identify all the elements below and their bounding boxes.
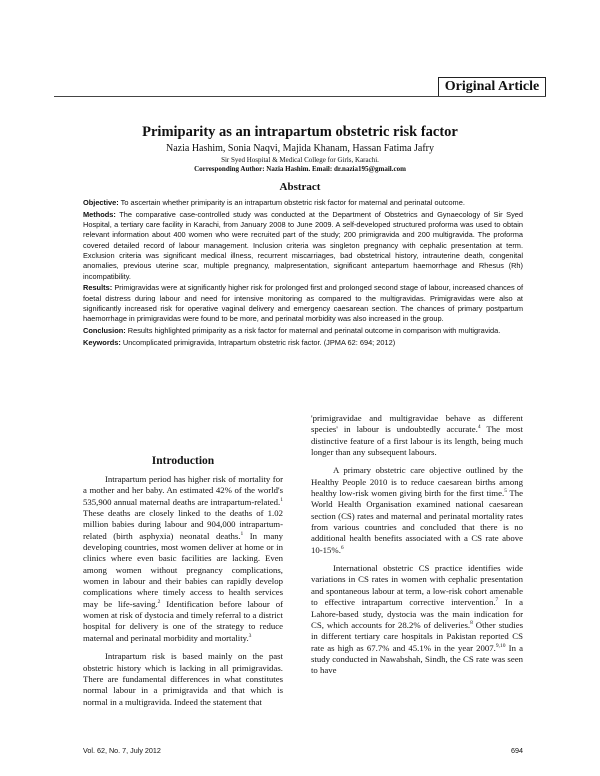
introduction-heading: Introduction (151, 455, 215, 467)
citation: 2 (157, 598, 161, 605)
abstract-methods (83, 210, 523, 282)
citation: 6 (340, 544, 344, 551)
abstract-conclusion (83, 326, 523, 336)
keywords-label: Keywords: (83, 337, 121, 347)
conclusion-text: Results highlighted primiparity as a risk factor for maternal and perinatal outcome in comparison with multigravida. (125, 326, 501, 336)
citation: 4 (477, 424, 481, 431)
citation: 9,10 (495, 642, 506, 649)
left-column (83, 474, 283, 715)
objective-label: Objective: (83, 198, 119, 207)
corresponding-author: Corresponding Author: Nazia Hashim. Email: dr.nazia195@gmail.com (194, 165, 406, 173)
abstract-results (83, 283, 523, 324)
text-run: These deaths are closely linked to the deaths of 1.02 million babies during labour and 904,000 intrapartum-related (birth asphyxia) neonatal deaths. (83, 508, 283, 541)
citation: 3 (248, 632, 252, 639)
abstract-keywords (83, 338, 523, 348)
keywords-text: Uncomplicated primigravida, Intrapartum obstetric risk factor. (JPMA 62: 694; 2012) (120, 337, 396, 347)
methods-label: Methods: (83, 209, 116, 219)
objective-text: To ascertain whether primiparity is an intrapartum obstetric risk factor for maternal and perinatal outcome. (118, 198, 465, 207)
intro-paragraph-2: Intrapartum risk is based mainly on the past obstetric history which is lacking in all primigravidas. There are fundamental differences in what constitutes normal labour in a primigravida and that which is normal in a multigravida. Indeed the statement that (83, 651, 283, 707)
citation: 1 (240, 530, 244, 537)
abstract-body (83, 198, 523, 350)
right-column (311, 413, 523, 684)
text-run: Identification before labour of women at risk of dystocia and timely referral to a district hospital for delivery is one of the strategy to reduce maternal and perinatal morbidity and mortality. (83, 598, 284, 643)
citation: 1 (280, 496, 283, 503)
results-label: Results: (83, 283, 113, 293)
intro-paragraph-1 (83, 474, 283, 644)
article-type-badge: Original Article (438, 77, 546, 97)
intro-paragraph-4 (311, 563, 523, 676)
text-run: In a Lahore-based study, dystocia was the main indication for CS, which accounts for 28.2% of deliveries. (311, 597, 523, 630)
citation: 7 (495, 597, 499, 604)
paper-title: Primiparity as an intrapartum obstetric risk factor (142, 124, 458, 140)
intro-paragraph-3 (311, 465, 523, 556)
text-run: A primary obstetric care objective outlined by the Healthy People 2010 is to reduce caesarean births among healthy low-risk women giving birth for the first time. (311, 465, 523, 499)
methods-text: The comparative case-controlled study was conducted at the Department of Obstetrics and Gynaecology of Sir Syed Hospital, a tertiary care facility in Karachi, from January 2008 to June 2009. A self-developed structured proforma was used to obtain relevant information about 400 women who were recruited part of the study; 200 primigravida and 200 multigravida. The proforma covered detailed record of labour management. Inclusion criteria was singleton pregnancy with cephalic presentation at term. Exclusion criteria was significant medical illness, recurrent miscarriages, bad obstetrical history, intrauterine death, congenital anomalies, previous uterine scar, multiple pregnancy, malpresentation, significant antepartum haemorrhage and Rhesus (Rh) incompatibility. (83, 209, 523, 281)
author-list: Nazia Hashim, Sonia Naqvi, Majida Khanam, Hassan Fatima Jafry (166, 143, 434, 154)
text-run: 'primigravidae and multigravidae behave as different species' in labour is undoubtedly accurate. (311, 413, 523, 435)
conclusion-label: Conclusion: (83, 326, 126, 336)
results-text: Primigravidas were at significantly higher risk for prolonged first and prolonged second stage of labour, increased chances of foetal distress during labour and need for intensive monitoring as compared to the multigravidas. Primigravidas were also at significantly increased risk for operative vaginal delivery and emergency caesarean section. The chances of primary postpartum haemorrhage in primigravidas were found to be more, and perinatal morbidity was also increased in the group. (83, 283, 523, 324)
text-run: In a study conducted in Nawabshah, Sindh, the CS rate was seen to have (311, 642, 523, 676)
abstract-objective (83, 198, 523, 208)
text-run: Other studies in different tertiary care hospitals in Pakistan reported CS rate as high as 67.7% and 45.1% in the year 2007. (311, 619, 523, 653)
abstract-heading: Abstract (279, 181, 321, 193)
text-run: Intrapartum period has higher risk of mortality for a mother and her baby. An estimated 42% of the world's 535,900 annual maternal deaths are intrapartum-related. (83, 474, 283, 507)
citation: 5 (504, 488, 507, 495)
text-run: International obstetric CS practice identifies wide variations in CS rates in women with cephalic presentation and spontaneous labour at term, a low-risk cohort amenable to effective intrapartum corrective intervention. (311, 563, 523, 608)
journal-volume: Vol. 62, No. 7, July 2012 (83, 746, 161, 755)
page-number: 694 (511, 746, 523, 755)
text-run: The World Health Organisation examined national caesarean section (CS) rates and maternal and perinatal mortality rates from various countries and concluded that there is no additional health benefits associated with a CS rate above 10-15%. (311, 488, 523, 555)
intro-paragraph-2-cont (311, 413, 523, 458)
text-run: In many developing countries, most women deliver at home or in clinics where even basic facilities are lacking. Even among women without pregnancy complications, women in labour and their babies can rapidly develop complications where timely access to health services may be life-saving. (83, 530, 283, 609)
affiliation: Sir Syed Hospital & Medical College for Girls, Karachi. (221, 156, 379, 164)
header-rule (54, 96, 546, 97)
text-run: The most distinctive feature of a first labour is its length, being much longer than any subsequent labours. (311, 424, 523, 458)
citation: 8 (470, 619, 473, 626)
